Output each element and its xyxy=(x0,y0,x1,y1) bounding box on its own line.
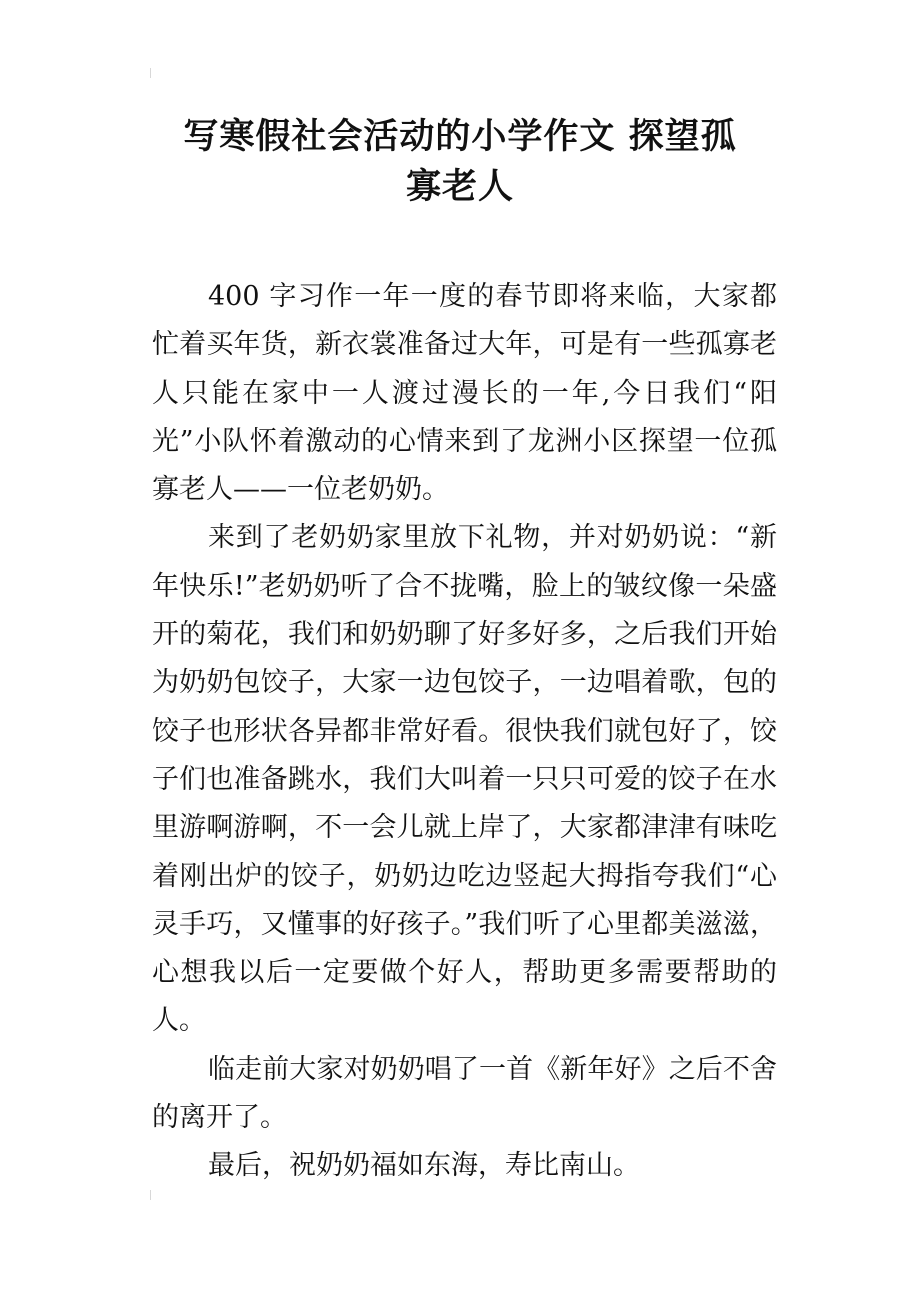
document-title xyxy=(150,112,770,212)
paragraph-1: 400 字习作一年一度的春节即将来临，大家都忙着买年货，新衣裳准备过大年，可是有一些孤寡老人只能在家中一人渡过漫长的一年,今日我们“阳光”小队怀着激动的心情来到了龙洲小区探望一位孤寡老人——一位老奶奶。 xyxy=(152,281,777,506)
paragraph-2: 来到了老奶奶家里放下礼物，并对奶奶说：“新年快乐!”老奶奶听了合不拢嘴，脸上的皱纹像一朵盛开的菊花，我们和奶奶聊了好多好多，之后我们开始为奶奶包饺子，大家一边包饺子，一边唱着歌，包的饺子也形状各异都非常好看。很快我们就包好了，饺子们也准备跳水，我们大叫着一只只可爱的饺子在水里游啊游啊，不一会儿就上岸了，大家都津津有味吃着刚出炉的饺子，奶奶边吃边竖起大拇指夸我们“心灵手巧，又懂事的好孩子。”我们听了心里都美滋滋，心想我以后一定要做个好人，帮助更多需要帮助的人。 xyxy=(152,522,777,1037)
corner-crop-mark xyxy=(150,1190,157,1200)
paragraph-3: 临走前大家对奶奶唱了一首《新年好》之后不舍的离开了。 xyxy=(152,1053,777,1134)
corner-crop-mark xyxy=(150,68,157,78)
paragraph-4: 最后，祝奶奶福如东海，寿比南山。 xyxy=(208,1150,640,1182)
article-body xyxy=(152,273,777,1191)
title-line-1: 写寒假社会活动的小学作文 探望孤 xyxy=(183,117,737,157)
title-line-2: 寡老人 xyxy=(405,167,514,207)
